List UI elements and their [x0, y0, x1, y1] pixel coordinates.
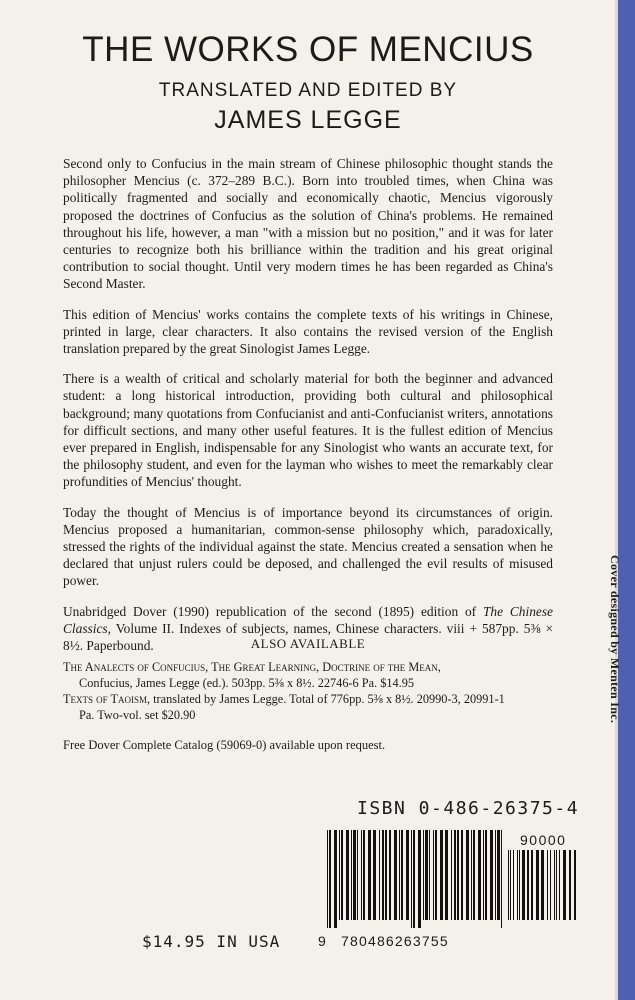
- barcode-bar: [394, 830, 397, 920]
- also-available-heading: ALSO AVAILABLE: [250, 636, 366, 651]
- price: $14.95 IN USA: [142, 932, 281, 951]
- barcode-bar: [413, 830, 415, 928]
- barcode-bar: [554, 850, 555, 920]
- barcode-bar: [574, 850, 576, 920]
- barcode-bar: [339, 830, 340, 920]
- also-available-item-2: [63, 692, 558, 723]
- barcode-bar: [435, 830, 437, 920]
- barcode-bar: [466, 830, 469, 920]
- barcode-bar: [461, 830, 463, 920]
- barcode-bar: [490, 830, 493, 920]
- barcode-bar: [473, 830, 475, 920]
- barcode-bar: [353, 830, 356, 920]
- publication-note-italic: The Chinese Classics: [63, 603, 553, 636]
- barcode-bar: [517, 850, 518, 920]
- barcode-bar: [536, 850, 539, 920]
- item-1-title: The Analects of Confucius, The Great Learning, Doctrine of the Mean,: [63, 660, 441, 674]
- barcode-bar: [329, 830, 331, 928]
- barcode-bar: [382, 830, 384, 920]
- publication-note-pre: Unabridged Dover (1990) republication of the second (1895) edition of: [63, 603, 483, 619]
- description-paragraph-4: Today the thought of Mencius is of importance beyond its circumstances of origin. Mencius proposed a humanitarian, common-sense philosophy which, paradoxically, stressed the rights of the individual against the state. Mencius created a sensation when he declared that unjust rulers could be deposed, and challenged the evil results of misused power.: [63, 504, 553, 589]
- barcode-bar: [334, 830, 337, 928]
- also-available-item-1: [63, 660, 558, 691]
- barcode-bar: [569, 850, 571, 920]
- book-title: THE WORKS OF MENCIUS: [82, 30, 534, 69]
- spine-shadow: [615, 0, 618, 1000]
- barcode-bar: [361, 830, 362, 920]
- barcode-bar: [527, 850, 529, 920]
- barcode-bar: [522, 850, 525, 920]
- barcode-bar: [454, 830, 456, 920]
- item-2-price: Pa. Two-vol. set $20.90: [79, 707, 196, 722]
- barcode-bar: [519, 850, 520, 920]
- barcode-bar: [425, 830, 428, 920]
- barcode-bar: [483, 830, 484, 920]
- barcode-bar: [346, 830, 349, 920]
- barcode-bar: [363, 830, 365, 920]
- book-author: JAMES LEGGE: [214, 106, 402, 134]
- barcode-bar: [485, 830, 487, 920]
- barcode-bar: [406, 830, 409, 920]
- description-paragraph-3: There is a wealth of critical and scholarly material for both the beginner and advanced student: a long historical introduction, providing both cultural and philosophical background; many quotations from Confucianist and anti-Confucianist writers, annotations for difficult sections, and many other useful features. It is the fullest edition of Mencius ever prepared in English, indispensable for any Sinologist who wants an accurate text, for the philosophy student, and even for the layman who wishes to meet the remarkably clear profundities of Mencius' thought.: [63, 371, 553, 490]
- barcode-bar: [547, 850, 548, 920]
- barcode-bar: [550, 850, 551, 920]
- barcode-bar: [495, 830, 496, 920]
- barcode-bar: [379, 830, 380, 920]
- barcode-bar: [497, 830, 500, 920]
- barcode-main: [327, 830, 507, 930]
- barcode-bar: [423, 830, 424, 920]
- barcode-bar: [531, 850, 533, 920]
- barcode-bar: [418, 830, 421, 928]
- barcode-bar: [508, 850, 509, 920]
- barcode-bar: [389, 830, 391, 920]
- barcode-bar: [357, 830, 358, 920]
- barcode-bar: [433, 830, 434, 920]
- isbn-number: ISBN 0-486-26375-4: [357, 798, 580, 819]
- barcode-bar: [411, 830, 412, 928]
- item-1-details: Confucius, James Legge (ed.). 503pp. 5⅜ x 8½. 22746-6 Pa. $14.95: [79, 675, 415, 690]
- barcode-lead-digit: 9: [318, 933, 326, 949]
- description: [63, 155, 553, 667]
- barcode-bar: [399, 830, 400, 920]
- barcode-digits: 780486263755: [341, 933, 449, 949]
- barcode-bar: [368, 830, 371, 920]
- barcode-bar: [327, 830, 328, 928]
- barcode-bar: [429, 830, 430, 920]
- book-subtitle: TRANSLATED AND EDITED BY: [158, 80, 458, 101]
- barcode-bar: [385, 830, 387, 920]
- barcode-addon-digits: 90000: [520, 832, 567, 848]
- barcode-bar: [501, 830, 502, 928]
- barcode-addon: [508, 850, 580, 930]
- item-2-title: Texts of Taoism: [63, 692, 147, 706]
- barcode-bar: [401, 830, 403, 920]
- barcode-bar: [351, 830, 352, 920]
- barcode-bar: [471, 830, 472, 920]
- spine-edge: [618, 0, 635, 1000]
- barcode-bar: [445, 830, 448, 920]
- barcode-bar: [510, 850, 511, 920]
- barcode-bar: [559, 850, 560, 920]
- barcode-bar: [457, 830, 459, 920]
- cover-credit: Cover designed by Menten Inc.: [608, 555, 622, 724]
- description-paragraph-1: Second only to Confucius in the main stream of Chinese philosophic thought stands the philosopher Mencius (c. 372–289 B.C.). Born into troubled times, when China was politically fragmented and socially and economically chaotic, Mencius vigorously proposed the doctrines of Confucius as the solution of China's problems. He remained throughout his life, however, a man "with a mission but no position," and it was for later centuries to recognize both his brilliance within the tradition and his great original contribution to social thought. Until very modern times he has been regarded as China's Second Master.: [63, 156, 553, 292]
- barcode-bar: [341, 830, 343, 920]
- barcode-bar: [556, 850, 557, 920]
- barcode-bar: [451, 830, 452, 920]
- catalog-note: Free Dover Complete Catalog (59069-0) available upon request.: [63, 738, 386, 752]
- barcode-bar: [541, 850, 544, 920]
- description-paragraph-2: This edition of Mencius' works contains the complete texts of his writings in Chinese, printed in large, clear characters. It also contains the revised version of the English translation prepared by the great Sinologist James Legge.: [63, 306, 553, 357]
- barcode-bar: [513, 850, 514, 920]
- item-2-details: , translated by James Legge. Total of 776pp. 5⅜ x 8½. 20990-3, 20991-1: [146, 692, 505, 706]
- publication-note-post: , Volume II. Indexes of subjects, names, Chinese characters. viii + 587pp. 5⅜ × 8½. Paperbound.: [63, 620, 553, 654]
- barcode-bar: [478, 830, 481, 920]
- barcode-bar: [440, 830, 443, 920]
- barcode-bar: [373, 830, 376, 920]
- barcode-bar: [563, 850, 566, 920]
